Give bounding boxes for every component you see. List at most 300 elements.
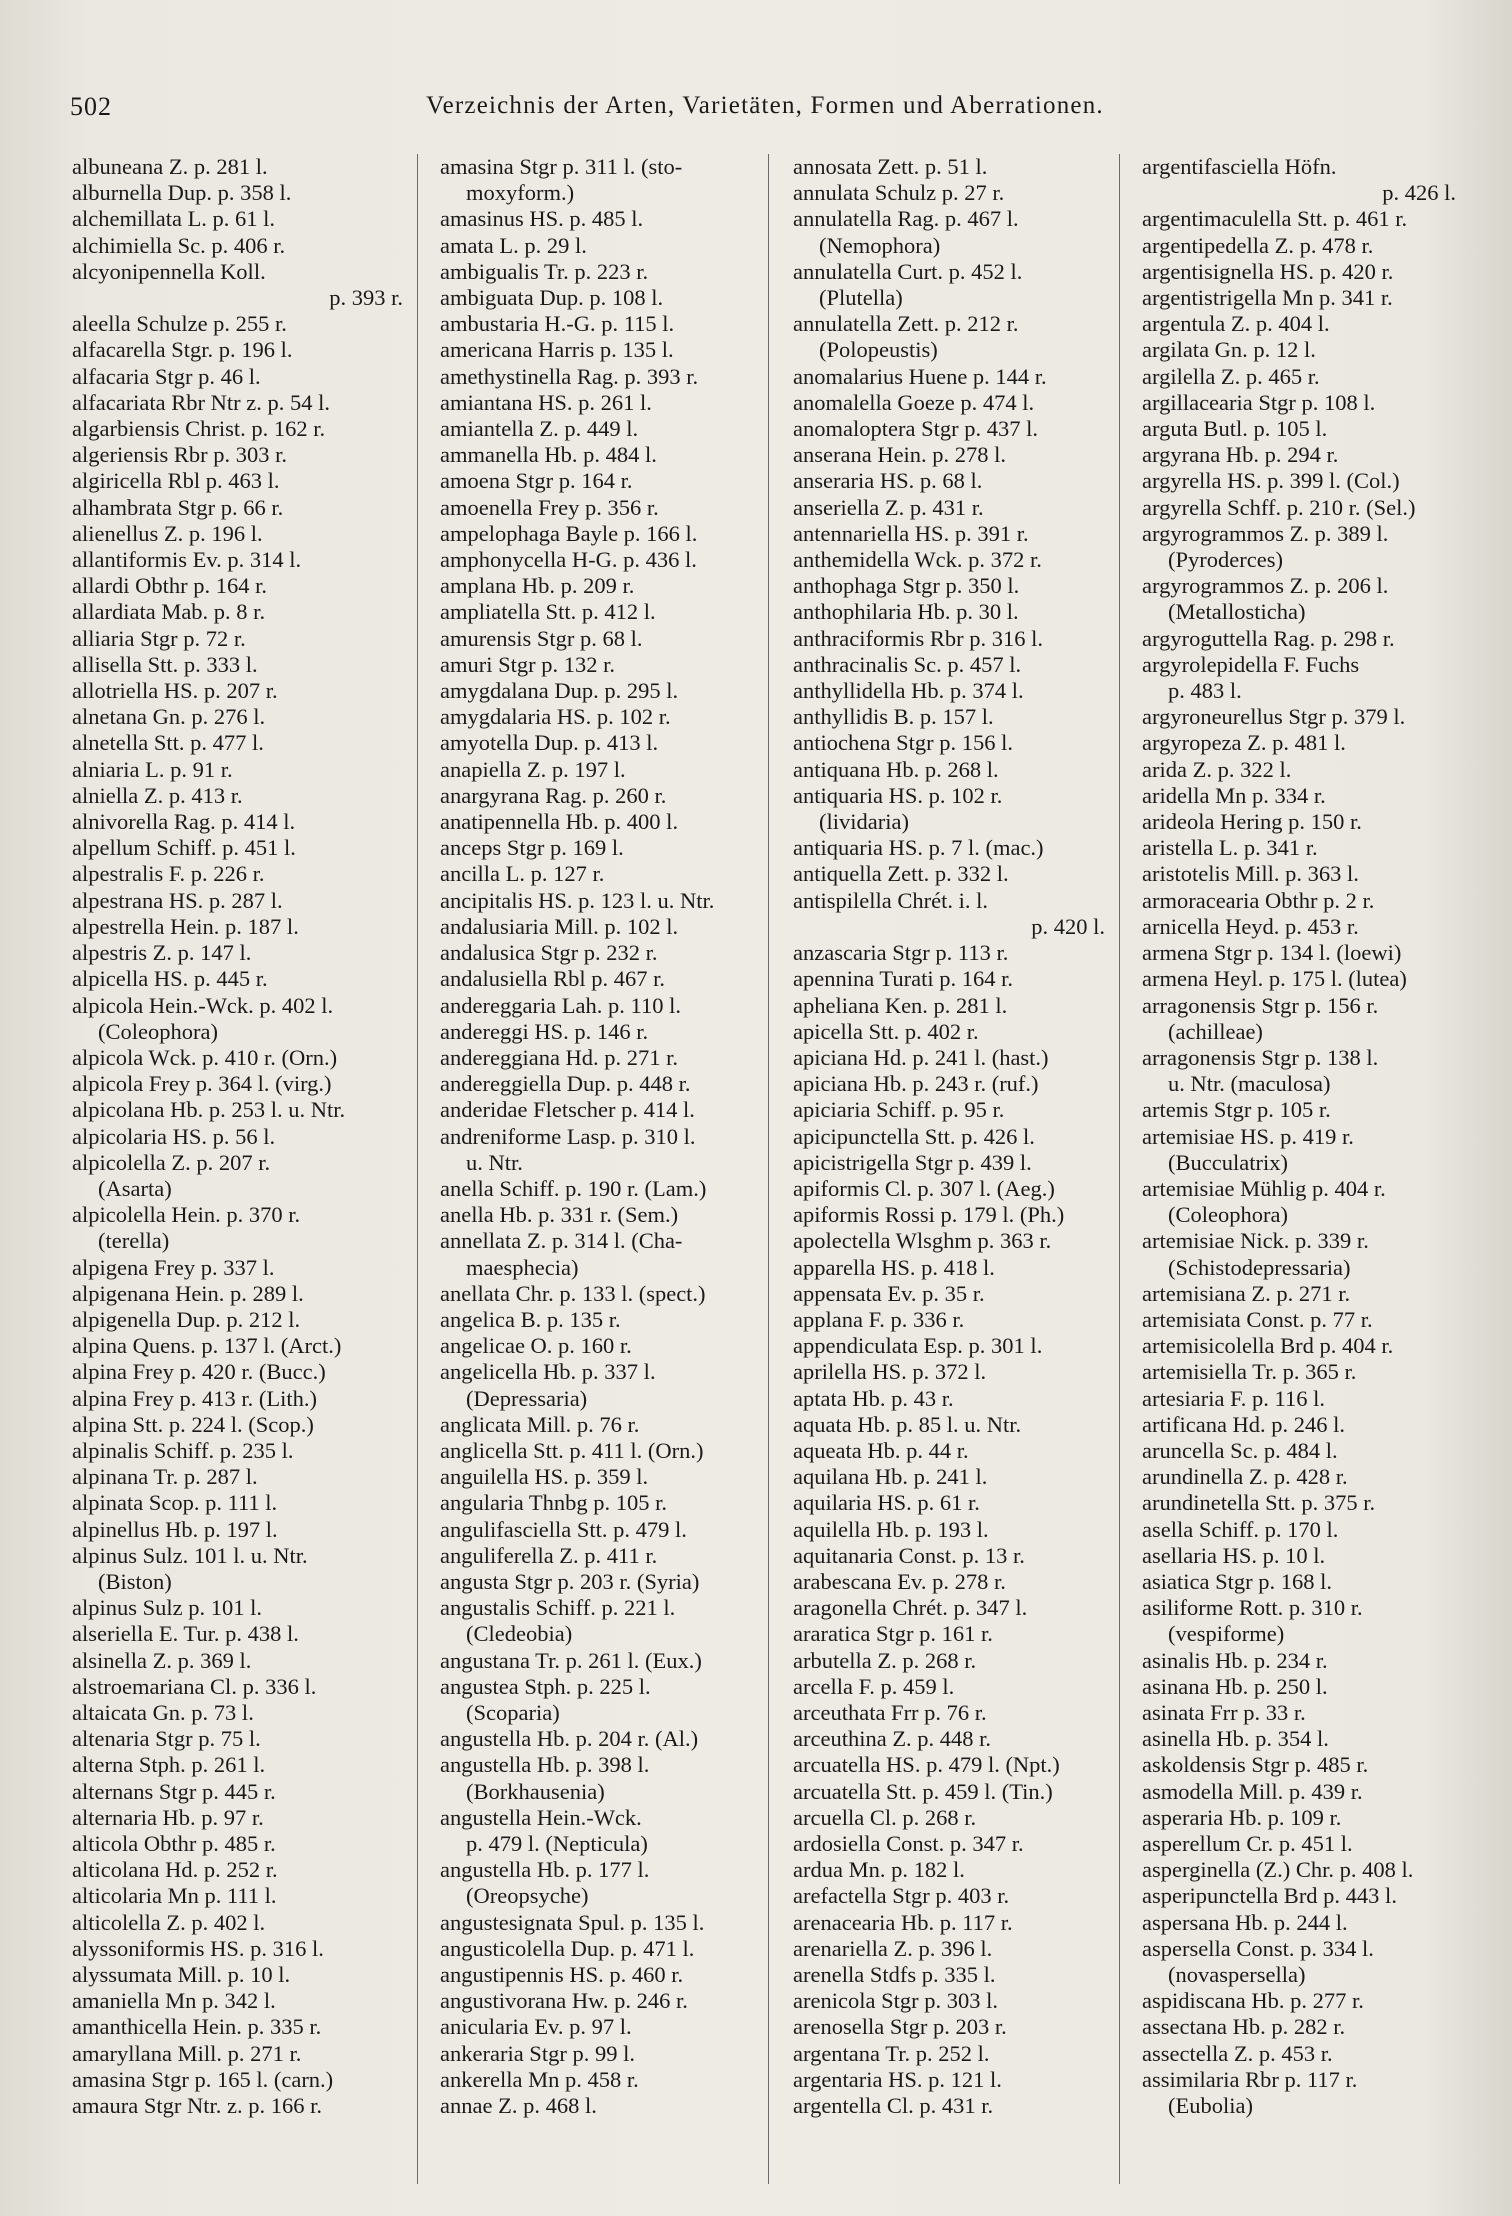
index-entry: alhambrata Stgr p. 66 r. (72, 494, 284, 520)
index-entry: algiricella Rbl p. 463 l. (72, 468, 280, 494)
index-entry: alpicolaria HS. p. 56 l. (72, 1123, 276, 1149)
index-entry: araratica Stgr p. 161 r. (793, 1621, 993, 1647)
index-entry: antiochena Stgr p. 156 l. (793, 730, 1013, 756)
page-header (70, 92, 1460, 132)
index-entry: aquilana Hb. p. 241 l. (793, 1464, 988, 1490)
index-entry: artemisiae Mühlig p. 404 r. (1142, 1175, 1386, 1201)
index-entry: albuneana Z. p. 281 l. (72, 154, 268, 179)
index-entry: (Borkhausenia) (466, 1778, 605, 1804)
index-entry: (Coleophora) (98, 1018, 218, 1044)
index-entry: anderidae Fletscher p. 414 l. (440, 1097, 695, 1123)
index-entry: artemisiana Z. p. 271 r. (1142, 1280, 1351, 1306)
index-entry: alpestrana HS. p. 287 l. (72, 887, 283, 913)
index-entry: alpina Frey p. 413 r. (Lith.) (72, 1385, 317, 1411)
index-entry: alchemillata L. p. 61 l. (72, 206, 276, 232)
index-entry: arenariella Z. p. 396 l. (793, 1935, 993, 1961)
index-entry: anthyllidis B. p. 157 l. (793, 704, 994, 730)
index-entry: arideola Hering p. 150 r. (1142, 809, 1362, 835)
index-entry: alpicolella Z. p. 207 r. (72, 1149, 271, 1175)
index-entry: ankerella Mn p. 458 r. (440, 2066, 639, 2092)
index-entry: aragonella Chrét. p. 347 l. (793, 1595, 1028, 1621)
index-entry: anapiella Z. p. 197 l. (440, 756, 626, 782)
index-entry: argyropeza Z. p. 481 l. (1142, 730, 1346, 756)
index-entry: argyrolepidella F. Fuchs (1142, 651, 1360, 677)
index-entry: alpinus Sulz. 101 l. u. Ntr. (72, 1542, 308, 1568)
index-entry: argyrella Schff. p. 210 r. (Sel.) (1142, 494, 1416, 520)
index-entry: ambiguata Dup. p. 108 l. (440, 285, 664, 311)
index-entry: angustivorana Hw. p. 246 r. (440, 1988, 688, 2014)
index-entry: anserana Hein. p. 278 l. (793, 442, 1007, 468)
index-entry: amaryllana Mill. p. 271 r. (72, 2040, 302, 2066)
index-entry: anglicella Stt. p. 411 l. (Orn.) (440, 1437, 704, 1463)
index-entry: asmodella Mill. p. 439 r. (1142, 1778, 1363, 1804)
index-entry: askoldensis Stgr p. 485 r. (1142, 1752, 1369, 1778)
index-entry: andereggi HS. p. 146 r. (440, 1018, 649, 1044)
index-entry: alnetella Stt. p. 477 l. (72, 730, 264, 756)
index-entry: alniaria L. p. 91 r. (72, 756, 233, 782)
index-entry: alburnella Dup. p. 358 l. (72, 180, 292, 206)
index-entry: alyssumata Mill. p. 10 l. (72, 1962, 291, 1988)
index-entry: asperginella (Z.) Chr. p. 408 l. (1142, 1857, 1414, 1883)
index-entry: anthemidella Wck. p. 372 r. (793, 547, 1042, 573)
index-entry: armena Heyl. p. 175 l. (lutea) (1142, 966, 1407, 992)
index-entry: aspidiscana Hb. p. 277 r. (1142, 1988, 1364, 2014)
index-entry: apiciana Hd. p. 241 l. (hast.) (793, 1044, 1049, 1070)
index-entry: moxyform.) (466, 180, 575, 206)
index-entry: arceuthata Frr p. 76 r. (793, 1699, 987, 1725)
index-entry: amaniella Mn p. 342 l. (72, 1988, 276, 2014)
index-entry: aristella L. p. 341 r. (1142, 835, 1318, 861)
index-entry: alliaria Stgr p. 72 r. (72, 625, 246, 651)
index-entry: americana Harris p. 135 l. (440, 337, 674, 363)
index-entry: andalusica Stgr p. 232 r. (440, 940, 658, 966)
index-entry: alpicolella Hein. p. 370 r. (72, 1202, 301, 1228)
index-entry: ardosiella Const. p. 347 r. (793, 1831, 1024, 1856)
index-entry: p. 483 l. (1168, 678, 1242, 704)
index-entry: arnicella Heyd. p. 453 r. (1142, 913, 1359, 939)
index-entry: anthraciformis Rbr p. 316 l. (793, 625, 1043, 651)
index-entry: armoracearia Obthr p. 2 r. (1142, 887, 1375, 913)
index-entry: amasina Stgr p. 311 l. (sto- (440, 154, 683, 179)
index-entry: apolectella Wlsghm p. 363 r. (793, 1228, 1052, 1254)
index-entry: apheliana Ken. p. 281 l. (793, 992, 1008, 1018)
index-entry: ammanella Hb. p. 484 l. (440, 442, 657, 468)
index-entry: ambustaria H.-G. p. 115 l. (440, 311, 675, 337)
index-entry: annulata Schulz p. 27 r. (793, 180, 1005, 206)
index-entry: argentisignella HS. p. 420 r. (1142, 258, 1394, 284)
index-entry: altaicata Gn. p. 73 l. (72, 1699, 254, 1725)
index-entry: angustea Stph. p. 225 l. (440, 1673, 651, 1699)
index-entry: aquitanaria Const. p. 13 r. (793, 1542, 1025, 1568)
index-entry: alpina Frey p. 420 r. (Bucc.) (72, 1359, 326, 1385)
index-entry: annellata Z. p. 314 l. (Cha- (440, 1228, 683, 1254)
index-entry: antiquana Hb. p. 268 l. (793, 756, 999, 782)
index-entry: p. 393 r. (329, 285, 403, 311)
index-entry: (Bucculatrix) (1168, 1149, 1288, 1175)
index-entry: andreniforme Lasp. p. 310 l. (440, 1123, 696, 1149)
index-entry: amanthicella Hein. p. 335 r. (72, 2014, 322, 2040)
index-entry: asinella Hb. p. 354 l. (1142, 1726, 1329, 1752)
index-entry: andereggiella Dup. p. 448 r. (440, 1071, 691, 1097)
index-entry: alniella Z. p. 413 r. (72, 782, 243, 808)
index-entry: (Polopeustis) (819, 337, 938, 363)
index-entry: artemisiella Tr. p. 365 r. (1142, 1359, 1357, 1385)
index-entry: amasina Stgr p. 165 l. (carn.) (72, 2066, 334, 2092)
index-entry: amygdalana Dup. p. 295 l. (440, 678, 679, 704)
index-entry: arenella Stdfs p. 335 l. (793, 1962, 996, 1988)
index-entry: apiciaria Schiff. p. 95 r. (793, 1097, 1005, 1123)
index-entry: asellaria HS. p. 10 l. (1142, 1542, 1326, 1568)
index-entry: anseriella Z. p. 431 r. (793, 494, 984, 520)
index-entry: assectella Z. p. 453 r. (1142, 2040, 1333, 2066)
index-entry: angularia Thnbg p. 105 r. (440, 1490, 668, 1516)
index-entry: alpina Quens. p. 137 l. (Arct.) (72, 1333, 342, 1359)
index-entry: (Plutella) (819, 285, 903, 311)
index-entry: alpellum Schiff. p. 451 l. (72, 835, 296, 861)
index-entry: argyroguttella Rag. p. 298 r. (1142, 625, 1395, 651)
index-entry: ancipitalis HS. p. 123 l. u. Ntr. (440, 887, 715, 913)
index-entry: apicistrigella Stgr p. 439 l. (793, 1149, 1032, 1175)
index-entry: (Scoparia) (466, 1699, 560, 1725)
index-entry: alticolella Z. p. 402 l. (72, 1909, 266, 1935)
index-entry: amiantella Z. p. 449 l. (440, 416, 639, 442)
index-entry: ardua Mn. p. 182 l. (793, 1857, 965, 1883)
index-entry: argentipedella Z. p. 478 r. (1142, 232, 1374, 258)
index-entry: arida Z. p. 322 l. (1142, 756, 1292, 782)
index-entry: annae Z. p. 468 l. (440, 2093, 597, 2119)
index-entry: argentimaculella Stt. p. 461 r. (1142, 206, 1408, 232)
index-entry: arefactella Stgr p. 403 r. (793, 1883, 1010, 1909)
index-entry: ambigualis Tr. p. 223 r. (440, 258, 649, 284)
index-entry: ampliatella Stt. p. 412 l. (440, 599, 656, 625)
index-entry: alpicola Hein.-Wck. p. 402 l. (72, 992, 334, 1018)
index-entry: amoena Stgr p. 164 r. (440, 468, 633, 494)
index-entry: artemisiata Const. p. 77 r. (1142, 1306, 1373, 1332)
index-entry: angusta Stgr p. 203 r. (Syria) (440, 1568, 700, 1594)
index-entry: asinata Frr p. 33 r. (1142, 1699, 1306, 1725)
index-entry: alyssoniformis HS. p. 316 l. (72, 1935, 324, 1961)
index-entry: antispilella Chrét. i. l. (793, 887, 988, 913)
index-entry: angustella Hb. p. 177 l. (440, 1857, 650, 1883)
index-entry: asinalis Hb. p. 234 r. (1142, 1647, 1328, 1673)
index-entry: alpicola Wck. p. 410 r. (Orn.) (72, 1044, 338, 1070)
index-entry: aquilaria HS. p. 61 r. (793, 1490, 980, 1516)
index-entry: (vespiforme) (1168, 1621, 1285, 1647)
index-entry: (achilleae) (1168, 1018, 1263, 1044)
index-entry: anguliferella Z. p. 411 r. (440, 1542, 658, 1568)
index-entry: argentistrigella Mn p. 341 r. (1142, 285, 1393, 311)
index-entry: alpinata Scop. p. 111 l. (72, 1490, 278, 1516)
index-entry: (Depressaria) (466, 1385, 588, 1411)
running-title: Verzeichnis der Arten, Varietäten, Formen und Aberrationen. (426, 92, 1104, 119)
index-entry: apicipunctella Stt. p. 426 l. (793, 1123, 1035, 1149)
index-entry: argyrana Hb. p. 294 r. (1142, 442, 1339, 468)
index-entry: argyrogrammos Z. p. 206 l. (1142, 573, 1389, 599)
index-entry: anglicata Mill. p. 76 r. (440, 1411, 640, 1437)
index-entry: alienellus Z. p. 196 l. (72, 520, 263, 546)
index-entry: anargyrana Rag. p. 260 r. (440, 782, 667, 808)
index-entry: amyotella Dup. p. 413 l. (440, 730, 659, 756)
index-entry: arguta Butl. p. 105 l. (1142, 416, 1328, 442)
index-entry: alpestrella Hein. p. 187 l. (72, 913, 299, 939)
index-entry: appendiculata Esp. p. 301 l. (793, 1333, 1043, 1359)
index-entry: amiantana HS. p. 261 l. (440, 389, 652, 415)
index-entry: artemisicolella Brd p. 404 r. (1142, 1333, 1394, 1359)
index-entry: applana F. p. 336 r. (793, 1306, 965, 1332)
index-entry: annosata Zett. p. 51 l. (793, 154, 988, 179)
index-entry: algarbiensis Christ. p. 162 r. (72, 416, 326, 442)
index-entry: amethystinella Rag. p. 393 r. (440, 363, 699, 389)
index-entry: (Eubolia) (1168, 2093, 1253, 2119)
page-number: 502 (70, 92, 112, 121)
index-entry: anella Schiff. p. 190 r. (Lam.) (440, 1175, 707, 1201)
index-entry: anthophilaria Hb. p. 30 l. (793, 599, 1019, 625)
index-entry: altenaria Stgr p. 75 l. (72, 1726, 261, 1752)
index-entry: (Nemophora) (819, 232, 941, 258)
index-entry: alchimiella Sc. p. 406 r. (72, 232, 286, 258)
index-entry: arundinetella Stt. p. 375 r. (1142, 1490, 1376, 1516)
index-entry: alstroemariana Cl. p. 336 l. (72, 1673, 317, 1699)
index-entry: arcuatella Stt. p. 459 l. (Tin.) (793, 1778, 1053, 1804)
index-entry: anatipennella Hb. p. 400 l. (440, 809, 679, 835)
index-entry: amoenella Frey p. 356 r. (440, 494, 659, 520)
index-entry: alpigenella Dup. p. 212 l. (72, 1306, 301, 1332)
index-entry: allantiformis Ev. p. 314 l. (72, 547, 302, 573)
index-entry: aprilella HS. p. 372 l. (793, 1359, 987, 1385)
index-entry: angustipennis HS. p. 460 r. (440, 1962, 684, 1988)
index-entry: alternaria Hb. p. 97 r. (72, 1804, 264, 1830)
index-entry: argentifasciella Höfn. (1142, 154, 1337, 179)
index-entry: antiquaria HS. p. 102 r. (793, 782, 1003, 808)
index-entry: p. 479 l. (Nepticula) (466, 1831, 648, 1856)
index-entry: alpicola Frey p. 364 l. (virg.) (72, 1071, 332, 1097)
index-entry: maesphecia) (466, 1254, 579, 1280)
index-entry: antiquella Zett. p. 332 l. (793, 861, 1009, 887)
index-entry: arundinella Z. p. 428 r. (1142, 1464, 1348, 1490)
index-entry: alnivorella Rag. p. 414 l. (72, 809, 296, 835)
index-entry: allardiata Mab. p. 8 r. (72, 599, 266, 625)
index-entry: arenicola Stgr p. 303 l. (793, 1988, 998, 2014)
index-entry: angelicae O. p. 160 r. (440, 1333, 632, 1359)
index-entry: aruncella Sc. p. 484 l. (1142, 1437, 1338, 1463)
index-entry: amuri Stgr p. 132 r. (440, 651, 615, 677)
index-entry: (novaspersella) (1168, 1962, 1306, 1988)
index-entry: (Oreopsyche) (466, 1883, 589, 1909)
index-entry: alpinus Sulz p. 101 l. (72, 1595, 262, 1621)
index-entry: argentaria HS. p. 121 l. (793, 2066, 1002, 2092)
index-entry: aspersella Const. p. 334 l. (1142, 1935, 1374, 1961)
index-entry: (Biston) (98, 1568, 172, 1594)
index-entry: aristotelis Mill. p. 363 l. (1142, 861, 1359, 887)
index-entry: apiformis Cl. p. 307 l. (Aeg.) (793, 1175, 1055, 1201)
index-entry: alnetana Gn. p. 276 l. (72, 704, 266, 730)
index-entry: andalusiella Rbl p. 467 r. (440, 966, 665, 992)
index-entry: allisella Stt. p. 333 l. (72, 651, 258, 677)
index-entry: amaura Stgr Ntr. z. p. 166 r. (72, 2093, 322, 2119)
index-entry: alfacaria Stgr p. 46 l. (72, 363, 261, 389)
index-entry: armena Stgr p. 134 l. (loewi) (1142, 940, 1402, 966)
index-entry: antiquaria HS. p. 7 l. (mac.) (793, 835, 1044, 861)
index-entry: artemis Stgr p. 105 r. (1142, 1097, 1331, 1123)
index-entry: anseraria HS. p. 68 l. (793, 468, 983, 494)
index-column-2 (417, 154, 768, 2184)
index-entry: apiformis Rossi p. 179 l. (Ph.) (793, 1202, 1065, 1228)
index-entry: alternans Stgr p. 445 r. (72, 1778, 276, 1804)
index-entry: amurensis Stgr p. 68 l. (440, 625, 643, 651)
index-entry: aptata Hb. p. 43 r. (793, 1385, 954, 1411)
index-entry: p. 420 l. (1031, 913, 1105, 939)
index-entry: argilella Z. p. 465 r. (1142, 363, 1320, 389)
index-entry: asiliforme Rott. p. 310 r. (1142, 1595, 1363, 1621)
index-entry: (Coleophora) (1168, 1202, 1288, 1228)
index-entry: andereggiana Hd. p. 271 r. (440, 1044, 679, 1070)
index-entry: alticolaria Mn p. 111 l. (72, 1883, 277, 1909)
index-entry: (Pyroderces) (1168, 547, 1283, 573)
index-entry: andalusiaria Mill. p. 102 l. (440, 913, 679, 939)
index-entry: alpinalis Schiff. p. 235 l. (72, 1437, 294, 1463)
index-entry: aspersana Hb. p. 244 l. (1142, 1909, 1348, 1935)
index-entry: (Metallosticha) (1168, 599, 1306, 625)
index-column-3 (768, 154, 1119, 2184)
index-entry: arcella F. p. 459 l. (793, 1673, 955, 1699)
index-entry: anthracinalis Sc. p. 457 l. (793, 651, 1022, 677)
index-entry: aleella Schulze p. 255 r. (72, 311, 287, 337)
index-entry: alpinellus Hb. p. 197 l. (72, 1516, 278, 1542)
index-entry: alpigenana Hein. p. 289 l. (72, 1280, 304, 1306)
index-entry: arenacearia Hb. p. 117 r. (793, 1909, 1013, 1935)
index-entry: argentana Tr. p. 252 l. (793, 2040, 990, 2066)
index-entry: angustella Hein.-Wck. (440, 1804, 642, 1830)
index-entry: angelicella Hb. p. 337 l. (440, 1359, 656, 1385)
index-entry: annulatella Rag. p. 467 l. (793, 206, 1019, 232)
index-entry: alpestralis F. p. 226 r. (72, 861, 265, 887)
index-entry: alfacarella Stgr. p. 196 l. (72, 337, 293, 363)
index-entry: artificana Hd. p. 246 l. (1142, 1411, 1346, 1437)
index-entry: anomalella Goeze p. 474 l. (793, 389, 1035, 415)
index-entry: arbutella Z. p. 268 r. (793, 1647, 977, 1673)
index-entry: apennina Turati p. 164 r. (793, 966, 1013, 992)
index-entry: (Cledeobia) (466, 1621, 573, 1647)
index-entry: anguilella HS. p. 359 l. (440, 1464, 649, 1490)
index-entry: anthyllidella Hb. p. 374 l. (793, 678, 1024, 704)
index-entry: angustella Hb. p. 398 l. (440, 1752, 650, 1778)
index-entry: anceps Stgr p. 169 l. (440, 835, 624, 861)
index-entry: annulatella Zett. p. 212 r. (793, 311, 1019, 337)
index-entry: ampelophaga Bayle p. 166 l. (440, 520, 698, 546)
index-entry: apparella HS. p. 418 l. (793, 1254, 995, 1280)
index-entry: amasinus HS. p. 485 l. (440, 206, 644, 232)
index-entry: argillacearia Stgr p. 108 l. (1142, 389, 1376, 415)
index-entry: u. Ntr. (466, 1149, 523, 1175)
index-entry: alcyonipennella Koll. (72, 258, 266, 284)
index-entry: u. Ntr. (maculosa) (1168, 1071, 1331, 1097)
index-entry: arabescana Ev. p. 278 r. (793, 1568, 1006, 1594)
index-entry: anzascaria Stgr p. 113 r. (793, 940, 1009, 966)
index-entry: alsinella Z. p. 369 l. (72, 1647, 252, 1673)
index-entry: (Asarta) (98, 1175, 172, 1201)
index-entry: angustella Hb. p. 204 r. (Al.) (440, 1726, 699, 1752)
index-entry: artesiaria F. p. 116 l. (1142, 1385, 1325, 1411)
index-entry: asiatica Stgr p. 168 l. (1142, 1568, 1332, 1594)
index-column-1 (66, 154, 417, 2184)
index-entry: amphonycella H-G. p. 436 l. (440, 547, 697, 573)
index-entry: angelica B. p. 135 r. (440, 1306, 621, 1332)
index-entry: alpina Stt. p. 224 l. (Scop.) (72, 1411, 314, 1437)
index-entry: (lividaria) (819, 809, 909, 835)
index-entry: argentella Cl. p. 431 r. (793, 2093, 994, 2119)
index-entry: alpicella HS. p. 445 r. (72, 966, 268, 992)
index-entry: artemisiae Nick. p. 339 r. (1142, 1228, 1369, 1254)
index-entry: argyrogrammos Z. p. 389 l. (1142, 520, 1389, 546)
index-entry: antennariella HS. p. 391 r. (793, 520, 1029, 546)
index-entry: aquata Hb. p. 85 l. u. Ntr. (793, 1411, 1022, 1437)
index-entry: anthophaga Stgr p. 350 l. (793, 573, 1020, 599)
index-entry: angusticolella Dup. p. 471 l. (440, 1935, 695, 1961)
index-entry: alpigena Frey p. 337 l. (72, 1254, 275, 1280)
index-entry: (Schistodepressaria) (1168, 1254, 1351, 1280)
index-entry: alpestris Z. p. 147 l. (72, 940, 252, 966)
index-entry: anellata Chr. p. 133 l. (spect.) (440, 1280, 706, 1306)
index-column-4 (1119, 154, 1470, 2184)
index-entry: annulatella Curt. p. 452 l. (793, 258, 1023, 284)
index-entry: alseriella E. Tur. p. 438 l. (72, 1621, 299, 1647)
index-entry: asperaria Hb. p. 109 r. (1142, 1804, 1342, 1830)
index-entry: arceuthina Z. p. 448 r. (793, 1726, 992, 1752)
index-entry: asperipunctella Brd p. 443 l. (1142, 1883, 1397, 1909)
index-entry: alticola Obthr p. 485 r. (72, 1831, 276, 1856)
index-entry: alterna Stph. p. 261 l. (72, 1752, 266, 1778)
index-entry: asperellum Cr. p. 451 l. (1142, 1831, 1353, 1856)
index-entry: andereggaria Lah. p. 110 l. (440, 992, 681, 1018)
index-entry: anella Hb. p. 331 r. (Sem.) (440, 1202, 679, 1228)
index-entry: aqueata Hb. p. 44 r. (793, 1437, 969, 1463)
index-entry: alfacariata Rbr Ntr z. p. 54 l. (72, 389, 331, 415)
index-entry: assimilaria Rbr p. 117 r. (1142, 2066, 1358, 2092)
index-entry: aquilella Hb. p. 193 l. (793, 1516, 989, 1542)
index-entry: aridella Mn p. 334 r. (1142, 782, 1326, 808)
index-entry: apiciana Hb. p. 243 r. (ruf.) (793, 1071, 1039, 1097)
index-entry: argyrella HS. p. 399 l. (Col.) (1142, 468, 1400, 494)
index-columns (66, 154, 1470, 2184)
index-entry: asinana Hb. p. 250 l. (1142, 1673, 1328, 1699)
index-entry: anicularia Ev. p. 97 l. (440, 2014, 632, 2040)
index-entry: argyroneurellus Stgr p. 379 l. (1142, 704, 1406, 730)
index-entry: argilata Gn. p. 12 l. (1142, 337, 1316, 363)
index-entry: angustalis Schiff. p. 221 l. (440, 1595, 676, 1621)
index-entry: algeriensis Rbr p. 303 r. (72, 442, 287, 468)
index-entry: argentula Z. p. 404 l. (1142, 311, 1330, 337)
index-entry: asella Schiff. p. 170 l. (1142, 1516, 1339, 1542)
index-entry: anomaloptera Stgr p. 437 l. (793, 416, 1038, 442)
index-entry: arcuella Cl. p. 268 r. (793, 1804, 977, 1830)
index-entry: amygdalaria HS. p. 102 r. (440, 704, 671, 730)
index-entry: allardi Obthr p. 164 r. (72, 573, 267, 599)
index-entry: ancilla L. p. 127 r. (440, 861, 605, 887)
index-entry: p. 426 l. (1382, 180, 1456, 206)
index-entry: angustesignata Spul. p. 135 l. (440, 1909, 705, 1935)
index-entry: arragonensis Stgr p. 156 r. (1142, 992, 1379, 1018)
index-entry: alpicolana Hb. p. 253 l. u. Ntr. (72, 1097, 346, 1123)
index-entry: appensata Ev. p. 35 r. (793, 1280, 985, 1306)
index-entry: allotriella HS. p. 207 r. (72, 678, 278, 704)
index-entry: amplana Hb. p. 209 r. (440, 573, 635, 599)
index-entry: apicella Stt. p. 402 r. (793, 1018, 979, 1044)
index-entry: ankeraria Stgr p. 99 l. (440, 2040, 635, 2066)
index-entry: artemisiae HS. p. 419 r. (1142, 1123, 1354, 1149)
index-entry: angustana Tr. p. 261 l. (Eux.) (440, 1647, 702, 1673)
index-entry: amata L. p. 29 l. (440, 232, 587, 258)
index-entry: anomalarius Huene p. 144 r. (793, 363, 1047, 389)
